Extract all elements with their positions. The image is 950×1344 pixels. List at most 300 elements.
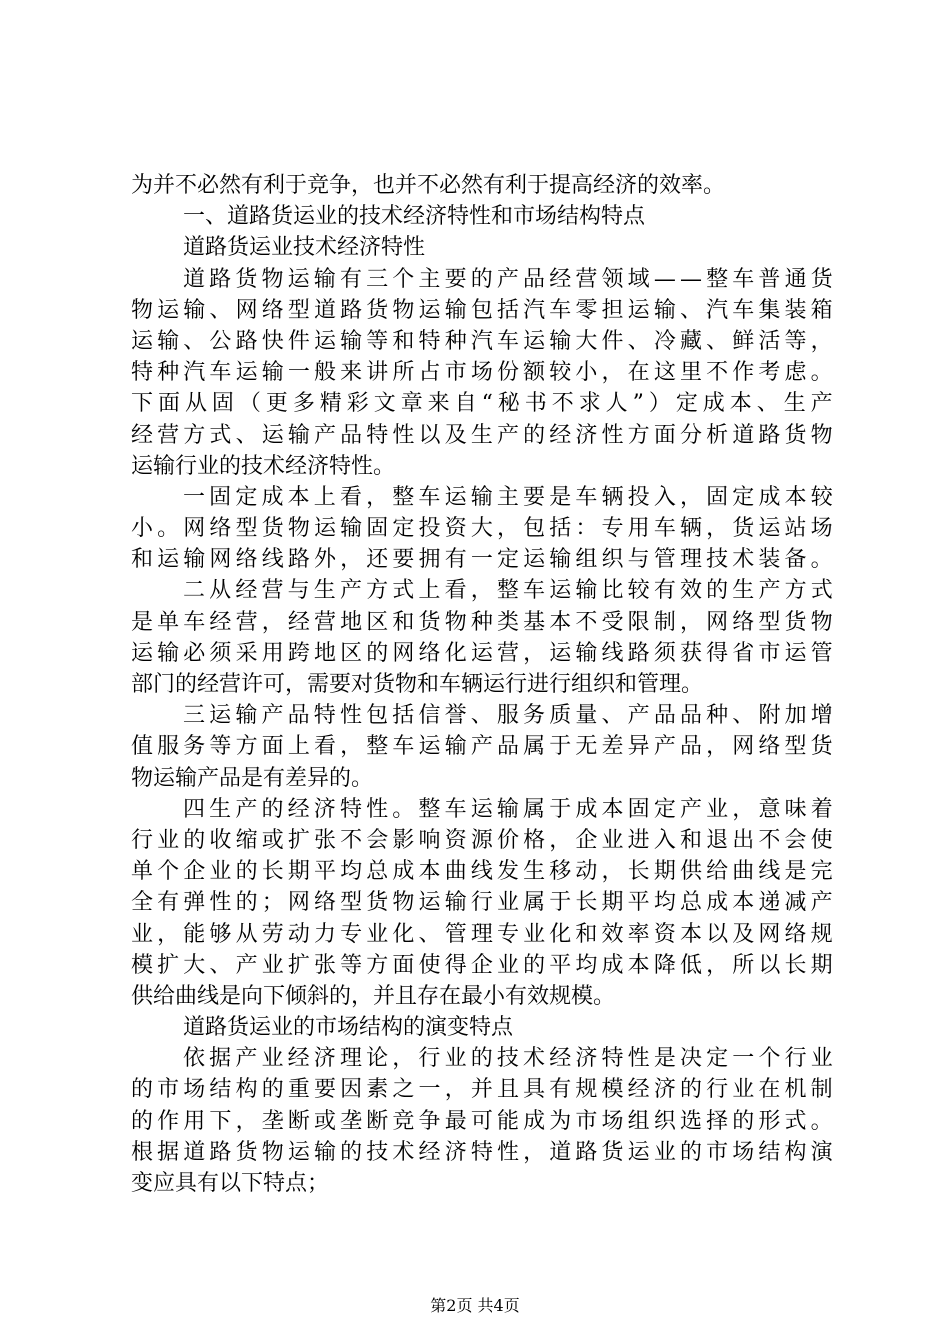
text-char: 业 xyxy=(810,1046,833,1072)
text-char: 。 xyxy=(157,516,180,542)
text-char: 领 xyxy=(601,266,624,292)
text-char: 信 xyxy=(418,703,441,729)
text-char: 营 xyxy=(157,422,180,448)
text-char: 管 xyxy=(444,921,467,947)
text-char: 运 xyxy=(131,328,154,354)
text-char: 成 xyxy=(523,1108,546,1134)
text-char: 等 xyxy=(784,328,807,354)
text-char: 规 xyxy=(575,1077,598,1103)
text-char: ， xyxy=(261,609,284,635)
text-char: 均 xyxy=(340,859,363,885)
text-char: 货 xyxy=(732,516,755,542)
text-char: 线 xyxy=(601,640,624,666)
text-char: 本 xyxy=(549,609,572,635)
text-char: 个 xyxy=(392,266,415,292)
text-char: 是 xyxy=(549,484,572,510)
text-char: 种 xyxy=(706,703,729,729)
text-char: 场 xyxy=(470,360,493,386)
text-char: 大 xyxy=(575,328,598,354)
text-char: 使 xyxy=(810,827,833,853)
text-char: 企 xyxy=(470,952,493,978)
text-char: 三 xyxy=(366,266,389,292)
text-char: 运 xyxy=(209,703,232,729)
text-char: 输 xyxy=(575,578,598,604)
text-char: 构 xyxy=(784,1139,807,1165)
text-char: 二 xyxy=(183,578,206,604)
text-char: 、 xyxy=(183,328,206,354)
text-char: 均 xyxy=(575,952,598,978)
text-line xyxy=(131,1137,833,1168)
text-char: 采 xyxy=(235,640,258,666)
text-char: 、 xyxy=(418,921,441,947)
text-char: 这 xyxy=(653,360,676,386)
text-char: 运 xyxy=(470,796,493,822)
text-char: 式 xyxy=(810,578,833,604)
text-char: 业 xyxy=(261,1046,284,1072)
text-char: 味 xyxy=(784,796,807,822)
text-char: 运 xyxy=(444,484,467,510)
text-char: 产 xyxy=(810,391,833,417)
text-line xyxy=(131,638,833,669)
text-char: 道 xyxy=(183,1139,206,1165)
text-char: 小 xyxy=(131,516,154,542)
text-line xyxy=(131,295,833,326)
text-char: 入 xyxy=(653,484,676,510)
text-char: 总 xyxy=(366,859,389,885)
text-char: 期 xyxy=(287,859,310,885)
text-char: 的 xyxy=(470,266,493,292)
text-char: 务 xyxy=(523,703,546,729)
text-char: 场 xyxy=(810,516,833,542)
text-char: 期 xyxy=(653,859,676,885)
text-char: 省 xyxy=(732,640,755,666)
text-char: 道 xyxy=(183,266,206,292)
text-char: 织 xyxy=(601,547,624,573)
text-char: 量 xyxy=(575,703,598,729)
text-char: ， xyxy=(601,859,624,885)
text-char: 定 xyxy=(653,796,676,822)
text-char: 线 xyxy=(758,859,781,885)
text-char: 物 xyxy=(392,297,415,323)
text-char: 在 xyxy=(627,360,650,386)
text-char: 资 xyxy=(444,516,467,542)
text-char: 运 xyxy=(261,422,284,448)
text-char: 业 xyxy=(496,952,519,978)
text-line xyxy=(131,731,833,762)
text-char: 方 xyxy=(183,422,206,448)
text-char: 结 xyxy=(758,1139,781,1165)
text-char: 和 xyxy=(392,609,415,635)
text-char: 的 xyxy=(470,1046,493,1072)
text-char: 箱 xyxy=(810,297,833,323)
text-char: 的 xyxy=(235,859,258,885)
text-char: 冷 xyxy=(653,328,676,354)
text-char: 固 xyxy=(209,484,232,510)
text-char: 市 xyxy=(758,640,781,666)
text-char: 车 xyxy=(575,484,598,510)
text-char: 特 xyxy=(366,422,389,448)
text-char: 性 xyxy=(496,1139,519,1165)
text-char: 济 xyxy=(444,1139,467,1165)
text-char: 之 xyxy=(392,1077,415,1103)
text-char: 的 xyxy=(679,1139,702,1165)
text-char: 出 xyxy=(732,827,755,853)
text-char: 产 xyxy=(496,266,519,292)
text-char: 管 xyxy=(653,547,676,573)
text-char: 业 xyxy=(366,921,389,947)
text-char: 择 xyxy=(706,1108,729,1134)
text-char: 价 xyxy=(496,827,519,853)
text-char: 有 xyxy=(549,1077,572,1103)
text-char: 定 xyxy=(675,391,698,417)
text-char: 输 xyxy=(235,703,258,729)
text-char: 求 xyxy=(578,391,601,417)
text-char: 源 xyxy=(470,827,493,853)
text-char: 份 xyxy=(496,360,519,386)
text-char: 平 xyxy=(627,890,650,916)
text-char: 经 xyxy=(549,1046,572,1072)
text-line: 一、道路货运业的技术经济特性和市场结构特点 xyxy=(183,204,646,230)
text-char: 输 xyxy=(444,890,467,916)
text-char: 构 xyxy=(235,1077,258,1103)
text-char: 品 xyxy=(287,703,310,729)
text-char: 成 xyxy=(601,952,624,978)
text-char: 的 xyxy=(340,1139,363,1165)
text-char: 市 xyxy=(575,1108,598,1134)
text-char: 车 xyxy=(392,734,415,760)
text-char: 论 xyxy=(366,1046,389,1072)
text-char: 运 xyxy=(235,360,258,386)
text-char: 一 xyxy=(732,1046,755,1072)
text-char: 型 xyxy=(287,297,310,323)
text-char: ， xyxy=(679,609,702,635)
text-char: 制 xyxy=(653,609,676,635)
text-char: ， xyxy=(732,796,755,822)
text-char: 区 xyxy=(340,640,363,666)
text-char: 生 xyxy=(209,796,232,822)
text-char: 、 xyxy=(601,703,624,729)
text-char: 等 xyxy=(366,328,389,354)
text-char: 看 xyxy=(313,734,336,760)
text-char: 格 xyxy=(523,827,546,853)
text-char: 网 xyxy=(287,890,310,916)
text-char: 以 xyxy=(706,921,729,947)
text-char: 值 xyxy=(131,734,154,760)
text-line xyxy=(131,357,833,388)
text-char: ； xyxy=(261,890,284,916)
text-line xyxy=(131,856,833,887)
text-char: ） xyxy=(648,391,671,417)
text-char: 有 xyxy=(653,578,676,604)
text-char: 选 xyxy=(679,1108,702,1134)
text-char: 线 xyxy=(470,859,493,885)
text-char: 网 xyxy=(732,734,755,760)
text-char: 件 xyxy=(601,328,624,354)
text-char: 鲜 xyxy=(732,328,755,354)
text-char: 产 xyxy=(261,703,284,729)
text-char: 成 xyxy=(706,890,729,916)
text-char: 入 xyxy=(653,827,676,853)
text-char: 品 xyxy=(523,266,546,292)
text-char: 依 xyxy=(183,1046,206,1072)
text-line xyxy=(131,513,833,544)
text-char: 车 xyxy=(209,360,232,386)
text-char: 不 xyxy=(706,360,729,386)
text-line xyxy=(131,326,833,357)
text-char: 、 xyxy=(706,328,729,354)
text-char: 经 xyxy=(418,1139,441,1165)
text-char: 期 xyxy=(601,890,624,916)
text-char: 是 xyxy=(131,609,154,635)
text-char: 全 xyxy=(131,890,154,916)
text-char: 与 xyxy=(627,547,650,573)
text-char: 经 xyxy=(131,422,154,448)
text-char: 货 xyxy=(235,1139,258,1165)
text-char: 运 xyxy=(157,297,180,323)
text-char: 发 xyxy=(496,859,519,885)
text-char: 平 xyxy=(313,859,336,885)
text-char: 业 xyxy=(706,796,729,822)
text-char: 产 xyxy=(470,734,493,760)
text-char: 理 xyxy=(339,1046,362,1072)
text-char: 式 xyxy=(784,1108,807,1134)
text-char: 有 xyxy=(444,547,467,573)
text-char: 响 xyxy=(418,827,441,853)
text-char: 生 xyxy=(470,422,493,448)
text-char: 路 xyxy=(235,328,258,354)
text-char: 车 xyxy=(444,796,467,822)
text-char: “ xyxy=(481,391,493,417)
text-char: 且 xyxy=(496,1077,519,1103)
text-char: 影 xyxy=(392,827,415,853)
text-char: 长 xyxy=(261,859,284,885)
text-char: 自 xyxy=(454,391,477,417)
text-char: 下 xyxy=(209,1108,232,1134)
text-char: 。 xyxy=(392,796,415,822)
text-char: 定 xyxy=(732,484,755,510)
text-char: 、 xyxy=(756,391,779,417)
text-char: 基 xyxy=(523,609,546,635)
text-char: 移 xyxy=(549,859,572,885)
text-line xyxy=(131,482,833,513)
text-char: 进 xyxy=(627,827,650,853)
text-char: 特 xyxy=(418,328,441,354)
text-char: ， xyxy=(523,640,546,666)
text-char: 会 xyxy=(784,827,807,853)
text-char: 减 xyxy=(784,890,807,916)
text-char: 固 xyxy=(706,484,729,510)
text-char: 路 xyxy=(340,297,363,323)
text-char: 属 xyxy=(523,796,546,822)
text-char: 道 xyxy=(549,1139,572,1165)
text-char: 质 xyxy=(549,703,572,729)
text-char: 较 xyxy=(627,578,650,604)
text-char: 物 xyxy=(261,266,284,292)
text-char: ， xyxy=(366,484,389,510)
text-char: 作 xyxy=(157,1108,180,1134)
text-char: ， xyxy=(523,1139,546,1165)
text-char: 效 xyxy=(601,921,624,947)
text-char: 业 xyxy=(523,921,546,947)
text-line: 为并不必然有利于竞争，也并不必然有利于提高经济的效率。 xyxy=(131,173,726,198)
text-char: 经 xyxy=(235,578,258,604)
text-char: 能 xyxy=(183,921,206,947)
text-char: 零 xyxy=(575,297,598,323)
text-char: 长 xyxy=(627,859,650,885)
text-char: 产 xyxy=(235,952,258,978)
text-char: 人 xyxy=(605,391,628,417)
text-char: 讲 xyxy=(366,360,389,386)
text-char: 产 xyxy=(313,422,336,448)
text-char: 物 xyxy=(287,516,310,542)
text-char: 输 xyxy=(549,547,572,573)
text-char: 车 xyxy=(732,297,755,323)
text-line: 部门的经营许可，需要对货物和车辆运行进行组织和管理。 xyxy=(131,672,704,697)
page-footer: 第2页 共4页 xyxy=(430,1296,520,1315)
text-char: 运 xyxy=(313,328,336,354)
text-char: 专 xyxy=(601,516,624,542)
text-char: 用 xyxy=(627,516,650,542)
text-char: 特 xyxy=(470,1139,493,1165)
text-char: 的 xyxy=(679,1077,702,1103)
text-char: 路 xyxy=(287,547,310,573)
text-char: 根 xyxy=(131,1139,154,1165)
text-char: 运 xyxy=(549,578,572,604)
text-char: 网 xyxy=(235,297,258,323)
text-char: 结 xyxy=(209,1077,232,1103)
text-char: 整 xyxy=(366,734,389,760)
text-char: 般 xyxy=(313,360,336,386)
text-char: 析 xyxy=(706,422,729,448)
text-char: 术 xyxy=(732,547,755,573)
text-char: 营 xyxy=(496,640,519,666)
text-char: 生 xyxy=(732,578,755,604)
text-char: 服 xyxy=(496,703,519,729)
text-char: 营 xyxy=(235,609,258,635)
text-char: 面 xyxy=(392,952,415,978)
text-char: 三 xyxy=(183,703,206,729)
text-char: 件 xyxy=(287,328,310,354)
text-char: 誉 xyxy=(444,703,467,729)
text-char: 性 xyxy=(339,703,362,729)
text-char: 货 xyxy=(810,734,833,760)
text-char: 模 xyxy=(601,1077,624,1103)
text-char: 输 xyxy=(287,422,310,448)
text-char: 物 xyxy=(810,422,833,448)
text-char: 辆 xyxy=(679,516,702,542)
document-body xyxy=(131,170,833,1199)
text-char: 运 xyxy=(131,640,154,666)
text-char: 输 xyxy=(653,297,676,323)
text-char: 生 xyxy=(313,578,336,604)
text-char: 运 xyxy=(313,516,336,542)
text-char: 方 xyxy=(366,578,389,604)
text-char: 扩 xyxy=(157,952,180,978)
text-char: 输 xyxy=(313,266,336,292)
text-char: 虑 xyxy=(784,360,807,386)
text-line xyxy=(131,264,833,295)
text-char: 要 xyxy=(392,547,415,573)
text-char: 所 xyxy=(392,360,415,386)
text-char: 术 xyxy=(523,1046,546,1072)
text-char: 、 xyxy=(235,422,258,448)
text-char: 垄 xyxy=(261,1108,284,1134)
text-char: 及 xyxy=(444,422,467,448)
text-char: 经 xyxy=(287,796,310,822)
text-char: 彩 xyxy=(346,391,369,417)
text-char: 限 xyxy=(627,609,650,635)
text-char: 包 xyxy=(523,516,546,542)
text-char: 的 xyxy=(523,952,546,978)
text-char: 运 xyxy=(627,297,650,323)
text-char: 车 xyxy=(183,609,206,635)
text-char: 输 xyxy=(444,734,467,760)
text-line xyxy=(131,1074,833,1105)
text-char: 额 xyxy=(523,360,546,386)
text-char: 得 xyxy=(444,952,467,978)
text-char: 产 xyxy=(653,734,676,760)
text-char: ， xyxy=(157,921,180,947)
text-char: 演 xyxy=(810,1139,833,1165)
text-char: 行 xyxy=(470,890,493,916)
text-char: 输 xyxy=(183,547,206,573)
text-char: 输 xyxy=(549,328,572,354)
text-char: ， xyxy=(392,1046,415,1072)
text-char: 运 xyxy=(287,1139,310,1165)
text-line xyxy=(131,1106,833,1137)
text-char: 上 xyxy=(313,484,336,510)
text-char: 普 xyxy=(758,266,781,292)
text-char: 路 xyxy=(627,640,650,666)
text-char: 业 xyxy=(444,1046,467,1072)
text-char: 特 xyxy=(339,796,362,822)
text-char: 断 xyxy=(366,1108,389,1134)
text-char: 获 xyxy=(679,640,702,666)
text-char: 路 xyxy=(758,422,781,448)
text-line: 供给曲线是向下倾斜的，并且存在最小有效规模。 xyxy=(131,983,616,1009)
text-char: 本 xyxy=(732,890,755,916)
text-char: 整 xyxy=(496,578,519,604)
text-char: 来 xyxy=(340,360,363,386)
text-char: 下 xyxy=(131,391,154,417)
text-char: 营 xyxy=(313,609,336,635)
text-char: 管 xyxy=(810,640,833,666)
text-char: 为 xyxy=(549,1108,572,1134)
text-char: 特 xyxy=(601,1046,624,1072)
text-line xyxy=(131,388,833,419)
text-char: 输 xyxy=(340,516,363,542)
text-char: 性 xyxy=(392,422,415,448)
text-char: 面 xyxy=(157,391,180,417)
text-char: 运 xyxy=(470,640,493,666)
text-char: 网 xyxy=(758,921,781,947)
text-char: 运 xyxy=(523,547,546,573)
text-char: 产 xyxy=(627,703,650,729)
text-char: 业 xyxy=(157,827,180,853)
text-char: 装 xyxy=(784,297,807,323)
text-char: 车 xyxy=(653,516,676,542)
text-char: 重 xyxy=(287,1077,310,1103)
text-char: 动 xyxy=(287,921,310,947)
text-char: 运 xyxy=(784,640,807,666)
text-char: 物 xyxy=(810,609,833,635)
text-char: 理 xyxy=(470,921,493,947)
text-char: 得 xyxy=(706,640,729,666)
text-char: 制 xyxy=(810,1077,833,1103)
text-char: 并 xyxy=(470,1077,493,1103)
text-char: 本 xyxy=(601,796,624,822)
text-char: 意 xyxy=(758,796,781,822)
